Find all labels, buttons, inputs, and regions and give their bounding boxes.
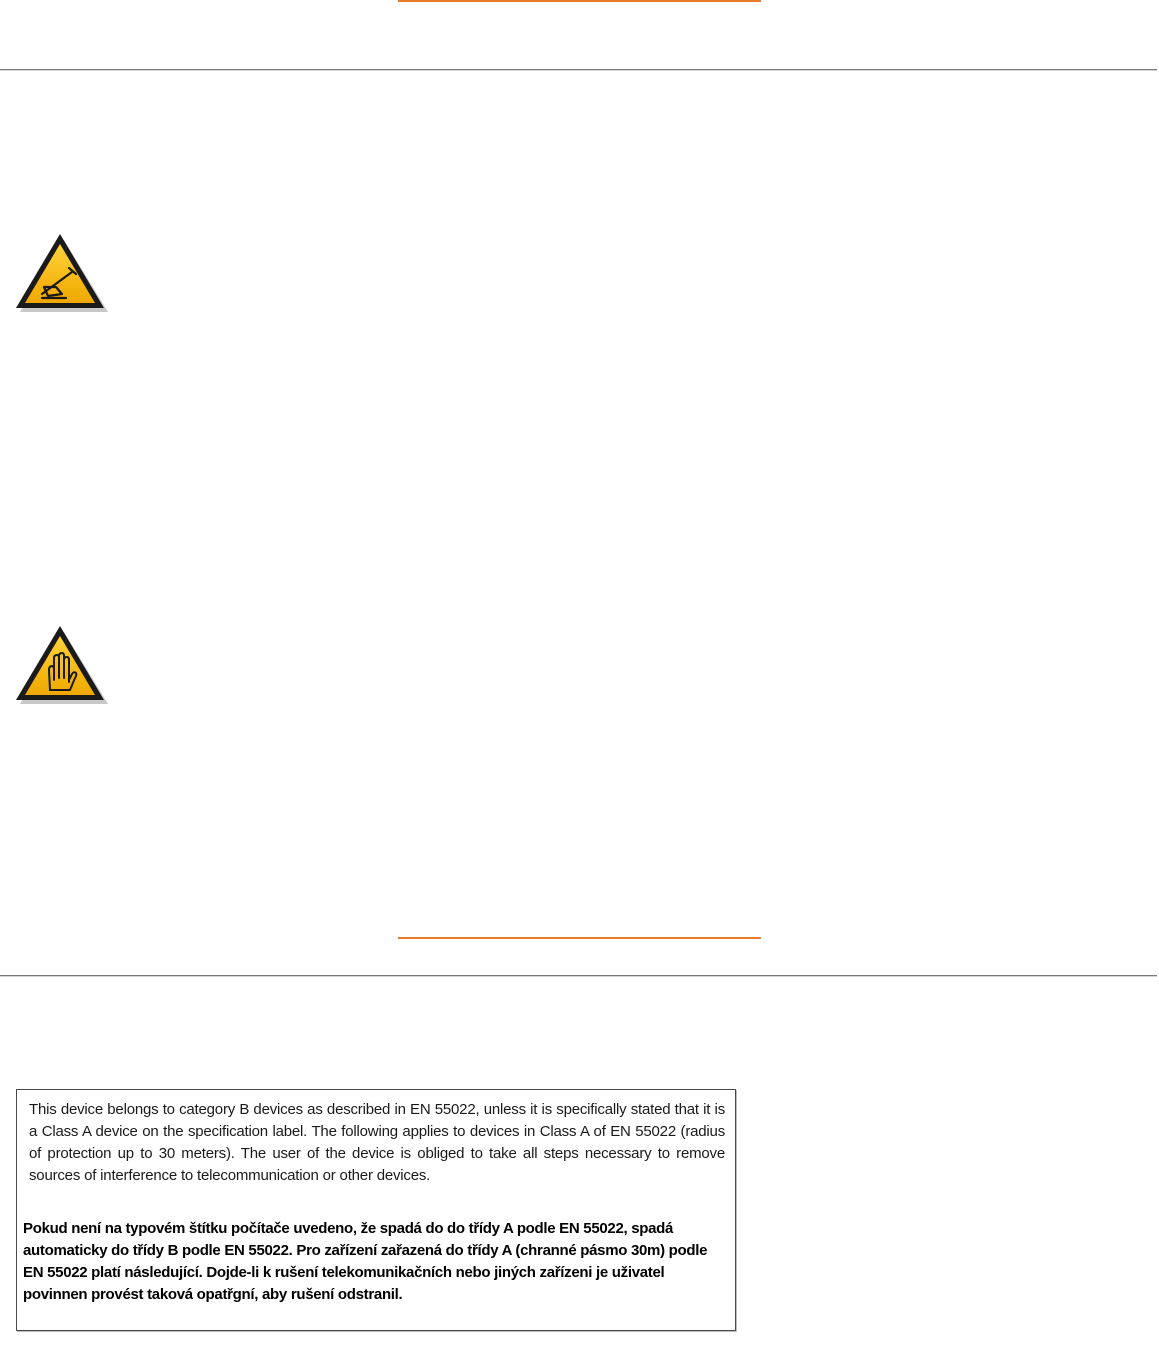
bottom-accent-rule <box>398 937 761 939</box>
top-accent-rule <box>398 0 761 2</box>
caution-hand-icon <box>12 624 110 708</box>
notice-english-text: This device belongs to category B devices as described in EN 55022, unless it is specifically stated that it is a Class A device on the specification label. The following applies to devices in Class A of EN 55022 (radius of protection up to 30 meters). The user of the device is obliged to take all steps necessary to remove sources of interference to telecommunication or other devices. <box>29 1101 725 1184</box>
note-warning-icon <box>12 232 110 316</box>
emc-class-notice <box>16 1089 736 1331</box>
section-divider <box>0 975 1157 977</box>
section-divider <box>0 69 1157 71</box>
notice-czech-text: Pokud není na typovém štítku počítače uvedeno, že spadá do do třídy A podle EN 55022, spadá automaticky do třídy B podle EN 55022. Pro zařízení zařazená do třídy A (chranné pásmo 30m) podle EN 55022 platí následující. Dojde-li k rušení telekomunikačních nebo jiných zařízeni je uživatel povinnen provést taková opatřgní, aby rušení odstranil. <box>23 1220 708 1303</box>
